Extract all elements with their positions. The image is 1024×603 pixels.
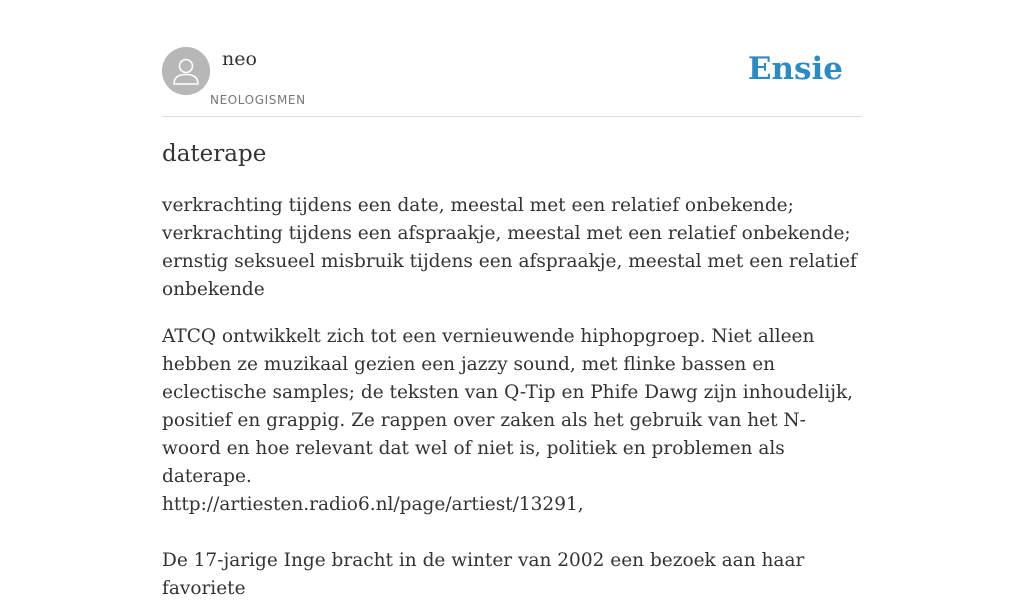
entry-title: daterape xyxy=(162,141,267,167)
example-source: http://artiesten.radio6.nl/page/artiest/13291, xyxy=(162,494,584,515)
category-link[interactable]: NEOLOGISMEN xyxy=(210,93,306,107)
entry-example xyxy=(162,323,862,603)
avatar[interactable] xyxy=(162,47,210,95)
example-paragraph: ATCQ ontwikkelt zich tot een vernieuwende hiphopgroep. Niet alleen hebben ze muzikaal gezien een jazzy sound, met flinke bassen en eclectische samples; de teksten van Q-Tip en Phife Dawg zijn inhoudelijk, positief en grappig. Ze rappen over zaken als het gebruik van het N-woord en hoe relevant dat wel of niet is, politiek en problemen als daterape. xyxy=(162,326,854,487)
user-silhouette-icon xyxy=(162,47,210,95)
example-second: De 17-jarige Inge bracht in de winter van 2002 een bezoek aan haar favoriete xyxy=(162,550,805,599)
entry-header xyxy=(162,47,862,117)
entry-content xyxy=(162,136,862,603)
entry-definition: verkrachting tijdens een date, meestal met een relatief onbekende; verkrachting tijdens een afspraakje, meestal met een relatief onbekende; ernstig seksueel misbruik tijdens een afspraakje, meestal met een relatief onbekende xyxy=(162,195,857,300)
example-spacer xyxy=(162,519,862,547)
brand-logo[interactable]: Ensie xyxy=(747,51,843,87)
username-link[interactable]: neo xyxy=(222,48,257,70)
